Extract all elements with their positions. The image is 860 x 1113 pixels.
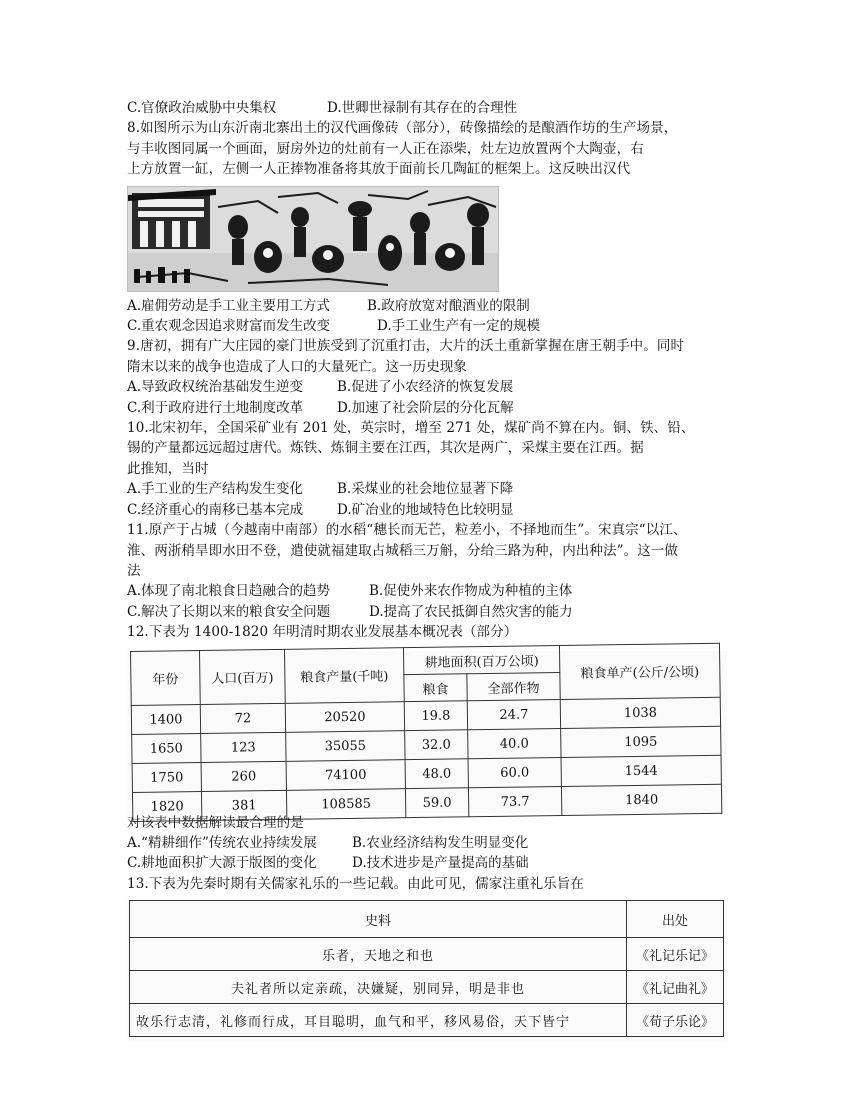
- question-13: [127, 874, 737, 1042]
- q9-option-c: C.利于政府进行土地制度改革: [127, 399, 304, 416]
- q10-stem-line: 此推知，当时: [127, 460, 209, 477]
- exam-page: [127, 98, 737, 1042]
- q9-option-d: D.加速了社会阶层的分化瓦解: [337, 399, 514, 416]
- relief-drawing: [128, 187, 498, 291]
- cell-text: 故乐行志清，礼修而行成，耳目聪明，血气和平，移风易俗，天下皆宁: [130, 1004, 627, 1037]
- q12-header-area-grain: 粮食: [404, 673, 467, 701]
- cell-grain: 20520: [285, 701, 404, 732]
- q11-option-d: D.提高了农民抵御自然灾害的能力: [369, 603, 573, 620]
- q9-stem-line: 隋末以来的战争也造成了人口的大量死亡。这一历史现象: [127, 358, 467, 375]
- cell-text: 夫礼者所以定亲疏，决嫌疑，别同异，明是非也: [130, 971, 627, 1004]
- cell-population: 381: [201, 790, 286, 820]
- q11-option-c: C.解决了长期以来的粮食安全问题: [127, 603, 331, 620]
- q9-options-ab: [127, 377, 737, 397]
- q10-stem-line: 10.北宋初年，全国采矿业有 201 处，英宗时，增至 271 处，煤矿尚不算在内。铜、铁、铅、: [127, 420, 695, 437]
- table-row: [130, 1004, 724, 1037]
- q10-options-ab: [127, 479, 737, 499]
- han-brick-relief-image: [127, 186, 499, 292]
- q8-option-b: B.政府放宽对酿酒业的限制: [367, 297, 530, 314]
- cell-grain: 108585: [286, 788, 405, 819]
- q8-stem-line: 8.如图所示为山东沂南北寨出土的汉代画像砖（部分），砖像描绘的是酿酒作坊的生产场景，: [127, 120, 678, 137]
- q12-table-image: [127, 651, 727, 813]
- q12-header-area-all: 全部作物: [467, 672, 560, 700]
- q9-options-cd: [127, 398, 737, 418]
- q8-option-a: A.雇佣劳动是手工业主要用工方式: [127, 297, 331, 314]
- q12-header-year: 年份: [131, 650, 201, 705]
- question-8: [127, 118, 737, 336]
- q12-header-area: 耕地面积(百万公顷): [403, 645, 559, 674]
- q12-option-d: D.技术进步是产量提高的基础: [352, 855, 529, 872]
- cell-yield: 1038: [560, 697, 720, 728]
- q12-stem: 12.下表为 1400-1820 年明清时期农业发展基本概况表（部分）: [127, 624, 518, 641]
- cell-area-all: 73.7: [468, 786, 561, 816]
- cell-area-grain: 32.0: [405, 729, 468, 759]
- question-10: [127, 418, 737, 520]
- q8-stem-line: 与丰收图同属一个画面，厨房外边的灶前有一人正在添柴，灶左边放置两个大陶壶，右: [127, 140, 644, 157]
- q10-option-d: D.矿冶业的地域特色比较明显: [337, 501, 514, 518]
- q10-stem-line: 锡的产量都远远超过唐代。炼铁、炼铜主要在江西，其次是两广，采煤主要在江西。据: [127, 440, 644, 457]
- cell-source: 《礼记乐记》: [627, 938, 724, 971]
- q12-option-b: B.农业经济结构发生明显变化: [352, 834, 529, 851]
- cell-year: 1820: [132, 791, 201, 821]
- q11-stem-line: 法: [127, 562, 141, 579]
- q13-header-text: 史料: [130, 901, 627, 938]
- q10-option-a: A.手工业的生产结构发生变化: [127, 481, 304, 498]
- cell-area-grain: 19.8: [404, 700, 467, 730]
- cell-area-all: 24.7: [467, 699, 560, 729]
- q12-agriculture-table: [130, 642, 722, 821]
- q9-stem-line: 9.唐初，拥有广大庄园的豪门世族受到了沉重打击，大片的沃土重新掌握在唐王朝手中。同时: [127, 338, 685, 355]
- q10-option-b: B.采煤业的社会地位显著下降: [337, 481, 514, 498]
- cell-area-grain: 48.0: [405, 758, 468, 788]
- q9-option-b: B.促进了小农经济的恢复发展: [337, 379, 514, 396]
- q12-options-cd: [127, 853, 737, 873]
- q12-prompt: 对该表中数据解读最合理的是: [127, 814, 304, 831]
- cell-yield: 1095: [561, 726, 721, 757]
- q10-options-cd: [127, 500, 737, 520]
- q8-option-c: C.重农观念因追求财富而发生改变: [127, 318, 331, 335]
- cell-area-grain: 59.0: [405, 787, 468, 817]
- question-9: [127, 336, 737, 418]
- cell-area-all: 40.0: [468, 728, 561, 758]
- cell-area-all: 60.0: [468, 757, 561, 787]
- q12-option-a: A.“精耕细作”传统农业持续发展: [127, 834, 317, 851]
- q11-option-b: B.促使外来农作物成为种植的主体: [369, 583, 573, 600]
- q12-options-ab: [127, 833, 737, 853]
- q11-option-a: A.体现了南北粮食日趋融合的趋势: [127, 583, 331, 600]
- cell-source: 《礼记曲礼》: [627, 971, 724, 1004]
- q13-stem: 13.下表为先秦时期有关儒家礼乐的一些记载。由此可见，儒家注重礼乐旨在: [127, 875, 584, 892]
- cell-grain: 74100: [286, 759, 405, 790]
- cell-population: 123: [201, 732, 286, 762]
- cell-yield: 1840: [561, 784, 721, 815]
- q11-stem-line: 淮、两浙稍旱即水田不登，遣使就福建取占城稻三万斛，分给三路为种，内出种法”。这一做: [127, 542, 678, 559]
- q11-options-cd: [127, 602, 737, 622]
- q9-option-a: A.导致政权统治基础发生逆变: [127, 379, 304, 396]
- q12-header-yield: 粮食单产(公斤/公顷): [559, 643, 720, 699]
- q13-table-image: [127, 900, 727, 1042]
- q12-option-c: C.耕地面积扩大源于版图的变化: [127, 855, 317, 872]
- q7-options-cd: [127, 98, 737, 118]
- table-row: [130, 971, 724, 1004]
- q8-stem-line: 上方放置一缸，左侧一人正捧物准备将其放于面前长几陶缸的框架上。这反映出汉代: [127, 161, 631, 178]
- q13-confucian-ritual-table: [129, 900, 724, 1037]
- q11-options-ab: [127, 581, 737, 601]
- cell-population: 260: [201, 761, 286, 791]
- cell-population: 72: [200, 703, 285, 733]
- cell-grain: 35055: [286, 730, 405, 761]
- q8-option-d: D.手工业生产有一定的规模: [377, 318, 541, 335]
- q12-header-population: 人口(百万): [200, 649, 286, 704]
- q13-header-source: 出处: [627, 901, 724, 938]
- q7-option-d: D.世卿世禄制有其存在的合理性: [327, 100, 518, 116]
- cell-year: 1750: [132, 762, 201, 792]
- q7-option-c: C.官僚政治威胁中央集权: [127, 100, 277, 116]
- cell-text: 乐者，天地之和也: [130, 938, 627, 971]
- cell-year: 1650: [132, 733, 201, 763]
- cell-source: 《荀子乐论》: [627, 1004, 724, 1037]
- q11-stem-line: 11.原产于占城（今越南中南部）的水稻“穗长而无芒，粒差小，不择地而生”。宋真宗“以江、: [127, 522, 687, 539]
- question-12: [127, 622, 737, 874]
- cell-year: 1400: [131, 704, 200, 734]
- cell-yield: 1544: [561, 755, 721, 786]
- question-11: [127, 520, 737, 622]
- table-row: [130, 938, 724, 971]
- q12-header-grain: 粮食产量(千吨): [284, 647, 404, 703]
- q8-options-cd: [127, 316, 737, 336]
- q8-options-ab: [127, 296, 737, 316]
- q10-option-c: C.经济重心的南移已基本完成: [127, 501, 304, 518]
